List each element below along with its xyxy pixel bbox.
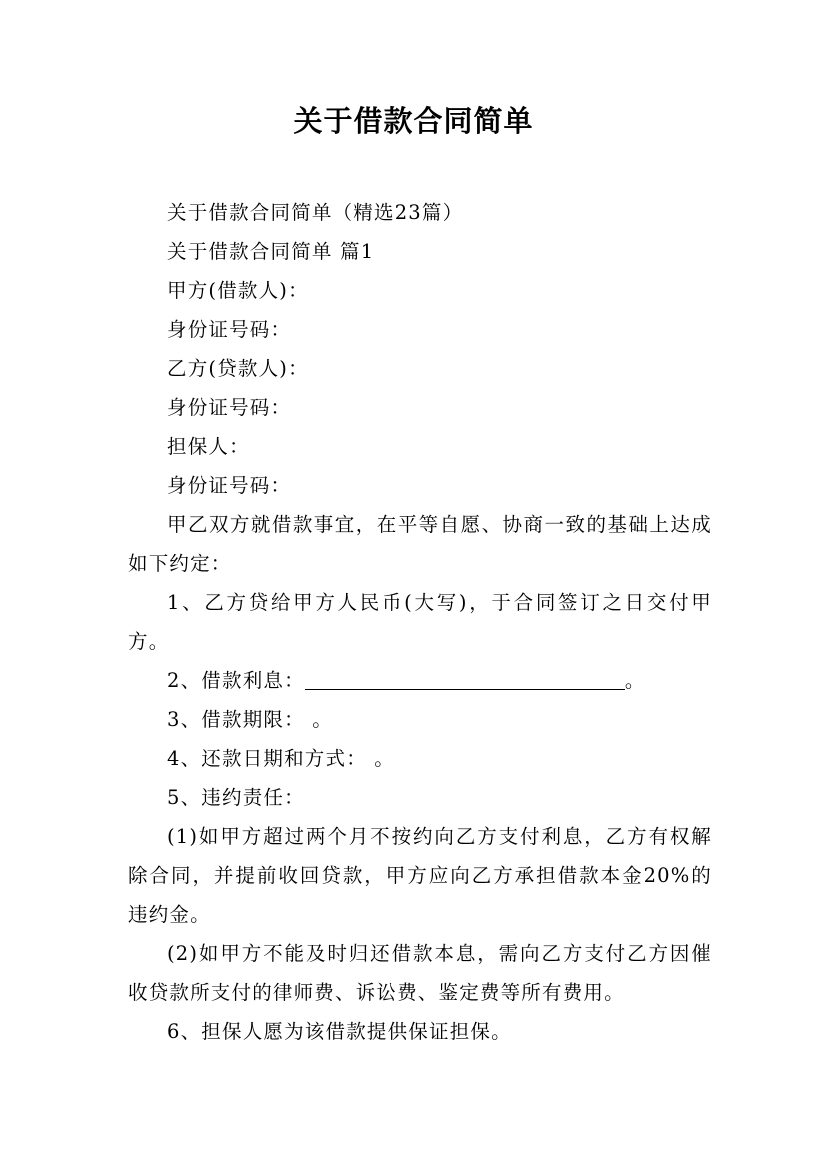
paragraph-party-b: 乙方(贷款人)： [167, 357, 309, 380]
paragraph-clause-5-2: (2)如甲方不能及时归还借款本息，需向乙方支付乙方因催收贷款所支付的律师费、诉讼费、鉴定费等所有费用。 [128, 942, 712, 1004]
clause-2-end: 。 [624, 669, 646, 692]
paragraph-party-a: 甲方(借款人)： [167, 279, 309, 302]
paragraph-id-number-a: 身份证号码： [167, 318, 292, 341]
document-title: 关于借款合同简单 [293, 104, 534, 138]
paragraph-clause-3: 3、借款期限： 。 [167, 708, 333, 731]
interest-blank-line [305, 667, 625, 690]
paragraph-id-number-b: 身份证号码： [167, 396, 292, 419]
paragraph-clause-4: 4、还款日期和方式： 。 [167, 747, 396, 770]
clause-2-label: 2、借款利息： [167, 669, 305, 692]
paragraph-clause-2 [128, 661, 712, 700]
document-body [128, 193, 712, 1051]
paragraph-guarantor: 担保人： [167, 435, 250, 458]
paragraph-agreement-intro: 甲乙双方就借款事宜，在平等自愿、协商一致的基础上达成如下约定： [128, 513, 712, 575]
paragraph-id-number-guarantor: 身份证号码： [167, 474, 292, 497]
paragraph-clause-6: 6、担保人愿为该借款提供保证担保。 [167, 1020, 512, 1043]
paragraph-clause-1: 1、乙方贷给甲方人民币(大写)，于合同签订之日交付甲方。 [128, 591, 712, 653]
paragraph-heading: 关于借款合同简单（精选23篇） [167, 201, 464, 224]
paragraph-clause-5: 5、违约责任： [167, 786, 305, 809]
paragraph-section-title: 关于借款合同简单 篇1 [167, 240, 375, 263]
paragraph-clause-5-1: (1)如甲方超过两个月不按约向乙方支付利息，乙方有权解除合同，并提前收回贷款，甲方应向乙方承担借款本金20%的违约金。 [128, 825, 712, 926]
